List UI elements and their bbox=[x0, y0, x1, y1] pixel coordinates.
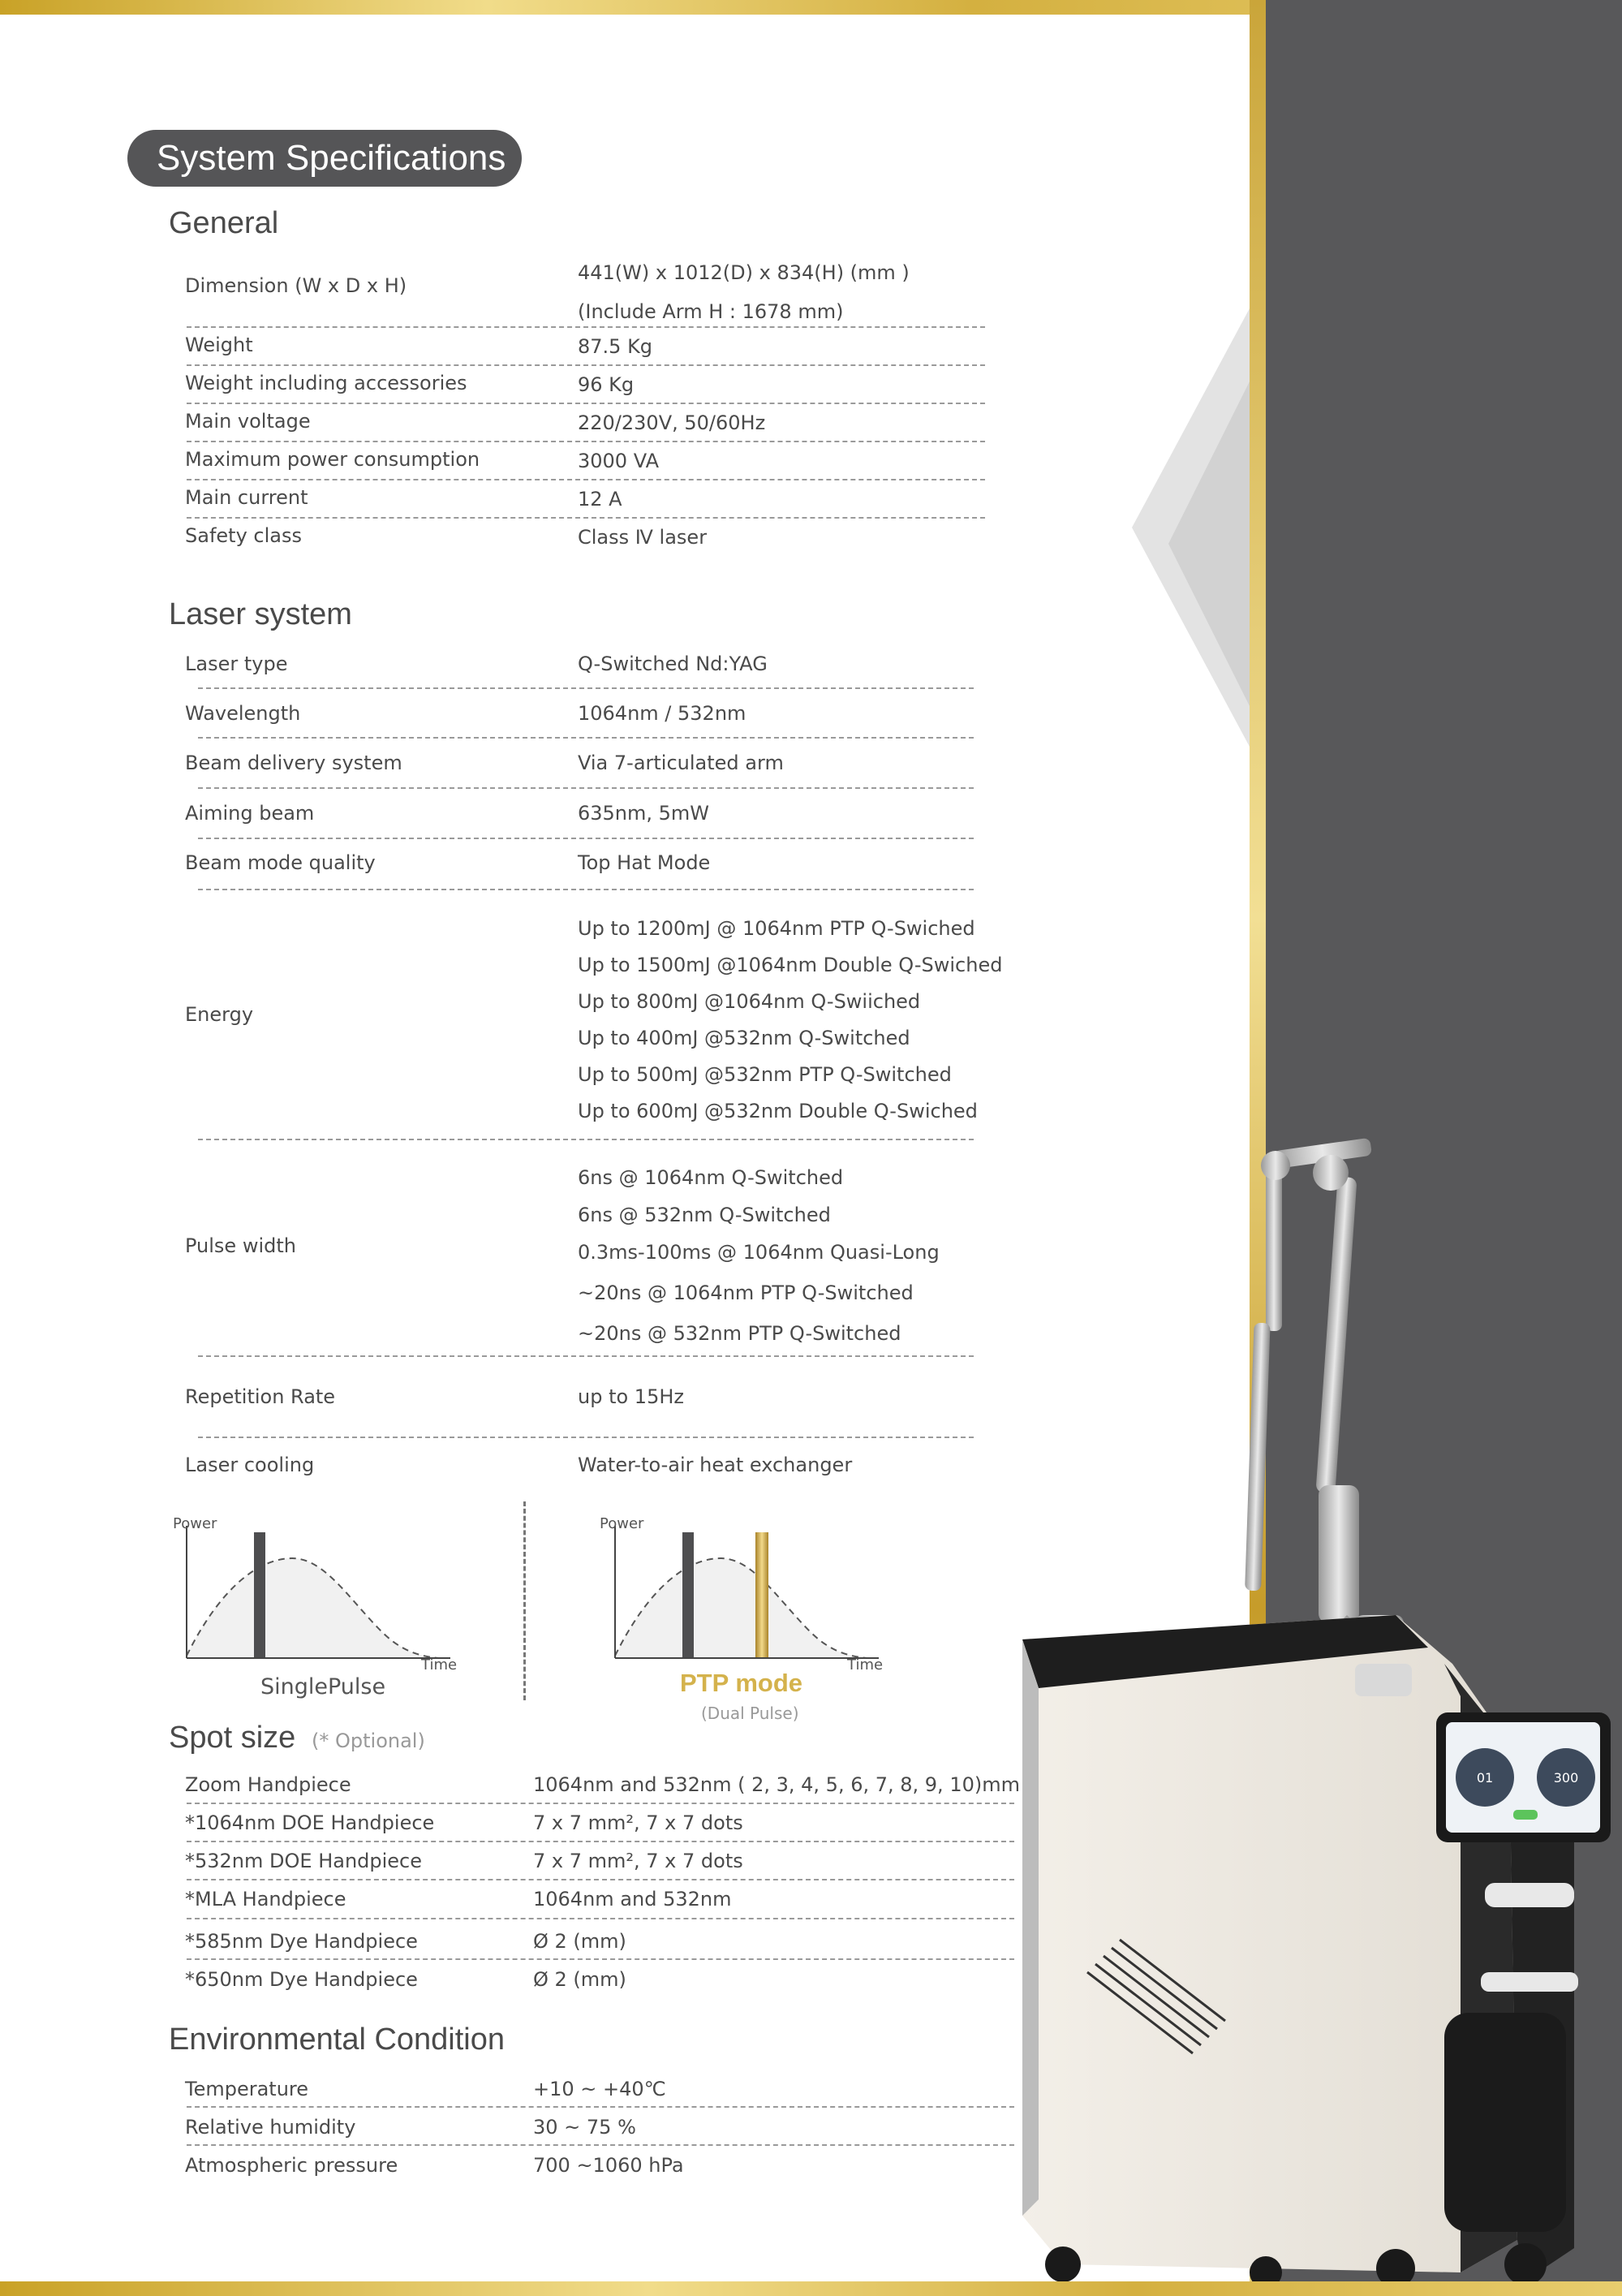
spec-value: Top Hat Mode bbox=[578, 851, 711, 874]
spec-value: up to 15Hz bbox=[578, 1385, 684, 1408]
section-heading-general: General bbox=[169, 206, 279, 240]
spec-value: 12 A bbox=[578, 488, 622, 510]
ptp-mode-caption: PTP mode bbox=[680, 1669, 803, 1697]
spec-value: 700 ~1060 hPa bbox=[533, 2154, 684, 2177]
dashed-divider bbox=[198, 787, 974, 789]
dashed-divider bbox=[187, 1841, 1014, 1842]
dashed-divider bbox=[187, 2106, 1014, 2108]
spec-label: Beam mode quality bbox=[185, 851, 376, 874]
spec-value: 441(W) x 1012(D) x 834(H) (mm ) (Include Arm H : 1678 mm) bbox=[578, 261, 910, 323]
spec-value: Via 7-articulated arm bbox=[578, 752, 784, 774]
spec-label: Zoom Handpiece bbox=[185, 1773, 351, 1796]
spec-value: 1064nm / 532nm bbox=[578, 702, 746, 725]
spec-value: 635nm, 5mW bbox=[578, 802, 710, 825]
dashed-divider bbox=[187, 364, 985, 366]
spec-label: Laser cooling bbox=[185, 1454, 315, 1476]
dashed-divider bbox=[198, 838, 974, 839]
spec-label: Atmospheric pressure bbox=[185, 2154, 398, 2177]
spec-label: Wavelength bbox=[185, 702, 301, 725]
spec-label: *MLA Handpiece bbox=[185, 1888, 346, 1910]
dashed-divider bbox=[187, 479, 985, 480]
spec-value: 220/230V, 50/60Hz bbox=[578, 411, 766, 434]
dashed-divider bbox=[198, 1437, 974, 1438]
pulse-bar bbox=[254, 1532, 265, 1658]
power-axis-label: Power bbox=[600, 1515, 644, 1532]
spec-label: Repetition Rate bbox=[185, 1385, 336, 1408]
spec-label: Safety class bbox=[185, 524, 302, 547]
right-dial-readout: 300 bbox=[1553, 1770, 1579, 1786]
spec-value: 87.5 Kg bbox=[578, 335, 653, 358]
spec-value: Q-Switched Nd:YAG bbox=[578, 653, 768, 675]
bottom-gold-bar bbox=[0, 2281, 1622, 2296]
power-axis-label: Power bbox=[173, 1515, 217, 1532]
spec-label: Laser type bbox=[185, 653, 288, 675]
spec-value: 30 ~ 75 % bbox=[533, 2116, 636, 2139]
spec-value: 6ns @ 1064nm Q-Switched 6ns @ 532nm Q-Switched 0.3ms-100ms @ 1064nm Quasi-Long ~20ns @ 1064nm PTP Q-Switched ~20ns @ 532nm PTP Q-Switched bbox=[578, 1166, 940, 1345]
dashed-divider bbox=[198, 1139, 974, 1140]
ptp-pulse-diagram bbox=[599, 1510, 891, 1672]
spec-value: 96 Kg bbox=[578, 373, 635, 396]
dashed-divider bbox=[187, 517, 985, 519]
spec-value: 1064nm and 532nm bbox=[533, 1888, 732, 1910]
dashed-divider bbox=[187, 1803, 1014, 1804]
time-axis-label: Time bbox=[847, 1656, 884, 1674]
left-dial-readout: 01 bbox=[1476, 1770, 1494, 1786]
dashed-divider bbox=[198, 1355, 974, 1357]
spec-label: *585nm Dye Handpiece bbox=[185, 1930, 418, 1953]
dashed-divider bbox=[187, 1879, 1014, 1880]
spec-value: Class Ⅳ laser bbox=[578, 526, 708, 549]
page-title: System Specifications bbox=[127, 130, 522, 187]
spec-label: Weight including accessories bbox=[185, 372, 467, 394]
dashed-divider bbox=[198, 737, 974, 739]
spec-label: Temperature bbox=[185, 2078, 309, 2100]
spec-value: 7 x 7 mm², 7 x 7 dots bbox=[533, 1850, 743, 1872]
spec-label: Main voltage bbox=[185, 410, 311, 433]
spec-value: 7 x 7 mm², 7 x 7 dots bbox=[533, 1811, 743, 1834]
single-pulse-diagram bbox=[170, 1510, 463, 1672]
second-pulse-bar bbox=[755, 1532, 768, 1658]
spec-label: Beam delivery system bbox=[185, 752, 402, 774]
spec-label: Relative humidity bbox=[185, 2116, 356, 2139]
spec-label: Pulse width bbox=[185, 1234, 296, 1257]
dashed-divider bbox=[187, 1918, 1014, 1919]
dashed-divider bbox=[187, 1958, 1014, 1960]
time-axis-label: Time bbox=[421, 1656, 458, 1674]
spec-value: 1064nm and 532nm ( 2, 3, 4, 5, 6, 7, 8, 9, 10)mm bbox=[533, 1773, 1020, 1796]
dashed-divider bbox=[198, 889, 974, 890]
dashed-divider bbox=[187, 326, 985, 328]
diagram-divider bbox=[523, 1501, 526, 1700]
spec-label: *532nm DOE Handpiece bbox=[185, 1850, 423, 1872]
single-pulse-caption: SinglePulse bbox=[260, 1674, 386, 1699]
spec-value: +10 ~ +40℃ bbox=[533, 2078, 666, 2100]
spec-label: *1064nm DOE Handpiece bbox=[185, 1811, 435, 1834]
dashed-divider bbox=[187, 403, 985, 404]
background-chevron-inner bbox=[1168, 381, 1250, 706]
optional-note: (* Optional) bbox=[312, 1730, 425, 1752]
spec-label: *650nm Dye Handpiece bbox=[185, 1968, 418, 1991]
dashed-divider bbox=[198, 687, 974, 689]
spec-label: Main current bbox=[185, 486, 308, 509]
spec-label: Aiming beam bbox=[185, 802, 315, 825]
laser-machine-image bbox=[1006, 1128, 1622, 2296]
spec-label: Maximum power consumption bbox=[185, 448, 480, 471]
pulse-bar bbox=[682, 1532, 694, 1658]
spec-value: Water-to-air heat exchanger bbox=[578, 1454, 853, 1476]
dashed-divider bbox=[187, 2144, 1014, 2146]
spec-label: Dimension (W x D x H) bbox=[185, 274, 407, 297]
dashed-divider bbox=[187, 441, 985, 442]
spec-label: Weight bbox=[185, 334, 253, 356]
spec-value: 3000 VA bbox=[578, 450, 660, 472]
section-heading-laser: Laser system bbox=[169, 597, 352, 631]
spec-value: Ø 2 (mm) bbox=[533, 1968, 626, 1991]
section-heading-spot-size: Spot size bbox=[169, 1721, 296, 1755]
dual-pulse-caption: (Dual Pulse) bbox=[701, 1704, 799, 1723]
spec-value: Ø 2 (mm) bbox=[533, 1930, 626, 1953]
section-heading-environmental: Environmental Condition bbox=[169, 2022, 506, 2057]
spec-value: Up to 1200mJ @ 1064nm PTP Q-Swiched Up to 1500mJ @1064nm Double Q-Swiched Up to 800mJ @1064nm Q-Swiiched Up to 400mJ @532nm Q-Switched Up to 500mJ @532nm PTP Q-Switched Up to 600mJ @532nm Double Q-Swiched bbox=[578, 917, 1003, 1122]
spec-label: Energy bbox=[185, 1003, 254, 1026]
